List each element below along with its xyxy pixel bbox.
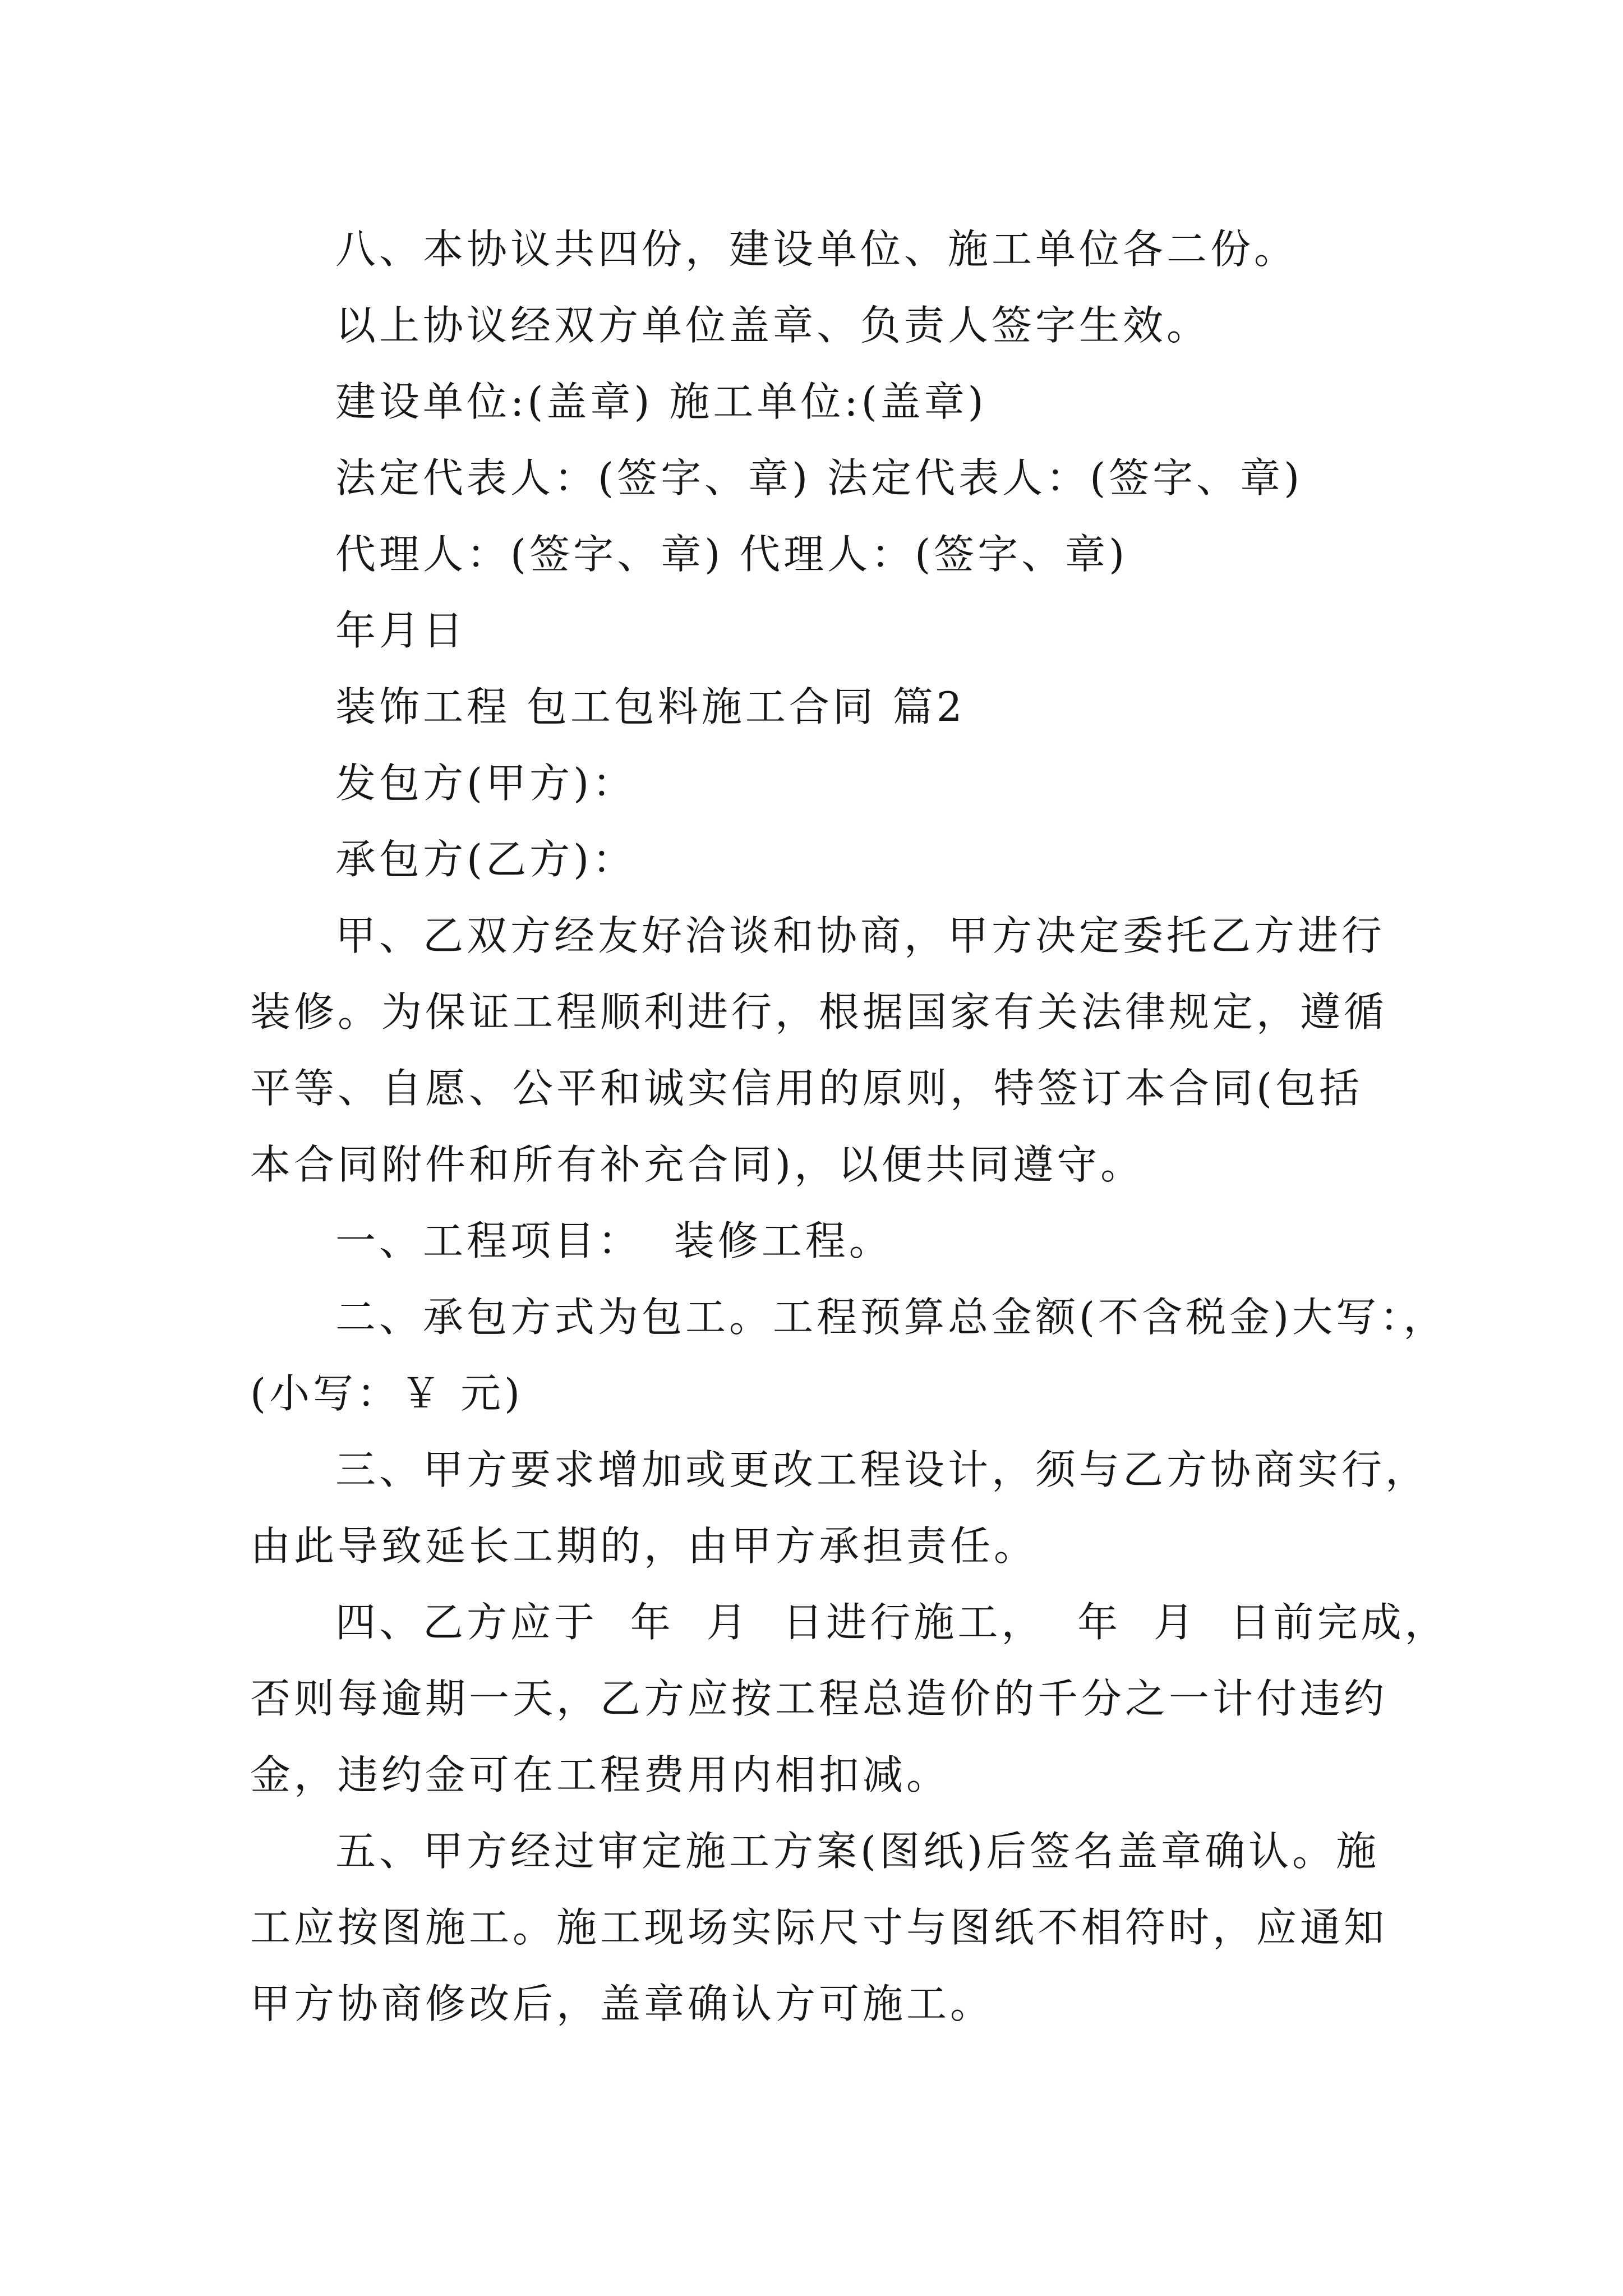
party-b: 承包方(乙方)： [335,836,637,883]
signature-legal-representatives: 法定代表人：(签字、章) 法定代表人：(签字、章) [335,454,1303,501]
preamble-line-4: 本合同附件和所有补充合同)，以便共同遵守。 [250,1141,1145,1188]
signature-units: 建设单位:(盖章) 施工单位:(盖章) [335,378,987,425]
clause-3-line-2: 由此导致延长工期的，由甲方承担责任。 [250,1522,1038,1570]
clause-3-line-1: 三、甲方要求增加或更改工程设计，须与乙方协商实行， [335,1446,1430,1493]
preamble-line-1: 甲、乙双方经友好洽谈和协商，甲方决定委托乙方进行 [335,912,1386,959]
signature-agents: 代理人：(签字、章) 代理人：(签字、章) [335,531,1128,578]
signature-date: 年月日 [335,607,467,654]
clause-2-line-2: (小写：￥ 元) [250,1370,524,1417]
document-body [250,211,1449,2042]
clause-5-line-2: 工应按图施工。施工现场实际尺寸与图纸不相符时，应通知 [250,1904,1388,1951]
clause-4-line-3: 金，违约金可在工程费用内相扣减。 [250,1751,951,1798]
clause-5-line-1: 五、甲方经过审定施工方案(图纸)后签名盖章确认。施 [335,1828,1380,1875]
preamble-line-2: 装修。为保证工程顺利进行，根据国家有关法律规定，遵循 [250,988,1388,1036]
clause-1: 一、工程项目： 装修工程。 [335,1217,893,1264]
section-title: 装饰工程 包工包料施工合同 篇2 [335,683,966,730]
clause-4-line-1: 四、乙方应于 年 月 日进行施工， 年 月 日前完成， [335,1599,1449,1646]
clause-4-line-2: 否则每逾期一天，乙方应按工程总造价的千分之一计付违约 [250,1675,1388,1722]
preamble-line-3: 平等、自愿、公平和诚实信用的原则，特签订本合同(包括 [250,1065,1363,1112]
clause-8: 八、本协议共四份，建设单位、施工单位各二份。 [335,226,1298,273]
clause-5-line-3: 甲方协商修改后，盖章确认方可施工。 [250,1980,994,2027]
clause-2-line-1: 二、承包方式为包工。工程预算总金额(不含税金)大写：， [335,1294,1447,1341]
effectiveness-statement: 以上协议经双方单位盖章、负责人签字生效。 [335,302,1211,349]
party-a: 发包方(甲方)： [335,760,637,807]
